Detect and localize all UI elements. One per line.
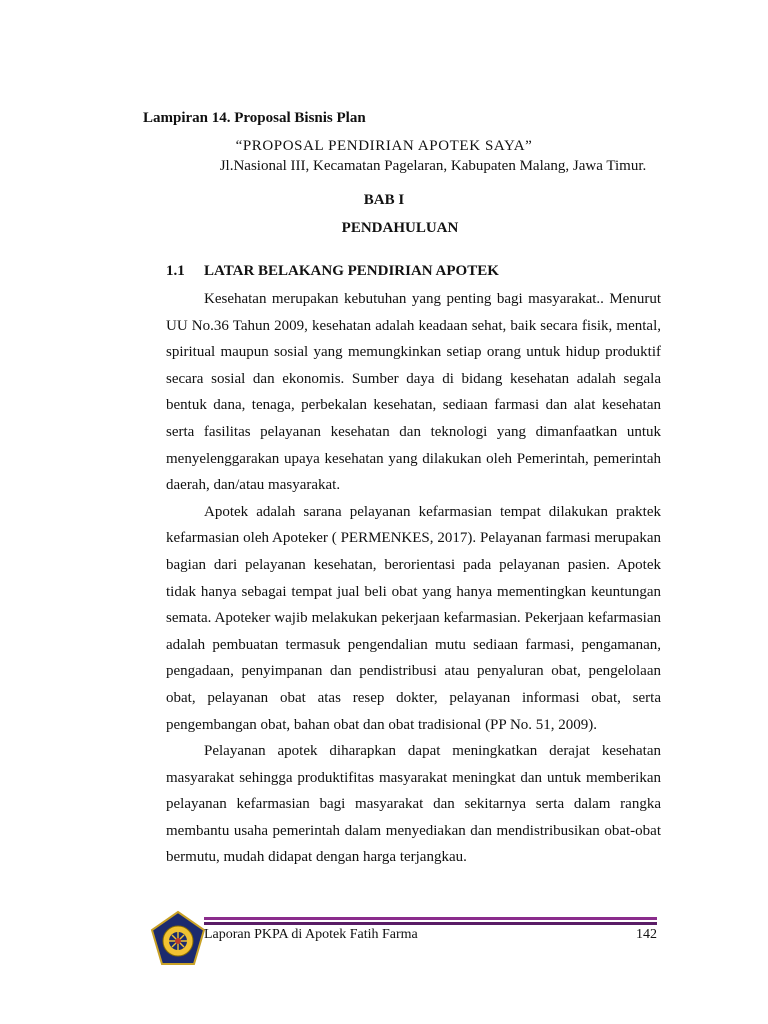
- paragraph: Pelayanan apotek diharapkan dapat meningkatkan derajat kesehatan masyarakat sehingga produktifitas masyarakat meningkat dan untuk memberikan pelayanan kefarmasian bagi masyarakat dan sekitarnya serta dalam rangka membantu usaha pemerintah dalam menyediakan dan mendistribusikan obat-obat bermutu, mudah didapat dengan harga terjangkau.: [166, 743, 661, 866]
- section-number: 1.1: [166, 263, 185, 279]
- paragraph: Apotek adalah sarana pelayanan kefarmasian tempat dilakukan praktek kefarmasian oleh Apoteker ( PERMENKES, 2017). Pelayanan farmasi merupakan bagian dari pelayanan kesehatan, berorientasi pada pelayanan pasien. Apotek tidak hanya sebagai tempat jual beli obat yang hanya mementingkan keuntungan semata. Apoteker wajib melakukan pekerjaan kefarmasian. Pekerjaan kefarmasian adalah pembuatan termasuk pengendalian mutu sediaan farmasi, pengamanan, pengadaan, penyimpanan dan pendistribusi atau penyaluran obat, pengelolaan obat, pelayanan obat atas resep dokter, pelayanan informasi obat, serta pengembangan obat, bahan obat dan obat tradisional (PP No. 51, 2009).: [166, 503, 661, 733]
- page-number: 142: [636, 927, 657, 942]
- footer-divider: [204, 917, 657, 925]
- proposal-title: “PROPOSAL PENDIRIAN APOTEK SAYA”: [235, 138, 533, 154]
- paragraph: Kesehatan merupakan kebutuhan yang penting bagi masyarakat.. Menurut UU No.36 Tahun 2009, kesehatan adalah keadaan sehat, baik secara fisik, mental, spiritual maupun sosial yang memungkinkan setiap orang untuk hidup produktif secara sosial dan ekonomis. Sumber daya di bidang kesehatan adalah segala bentuk dana, tenaga, perbekalan kesehatan, sediaan farmasi dan alat kesehatan serta fasilitas pelayanan kesehatan dan teknologi yang dimanfaatkan untuk menyelenggarakan upaya kesehatan yang dilakukan oleh Pemerintah, pemerintah daerah, dan/atau masyarakat.: [166, 291, 661, 494]
- body-text: [166, 286, 661, 871]
- section-heading: [166, 263, 499, 280]
- university-seal-icon: [148, 910, 208, 968]
- chapter-title: PENDAHULUAN: [341, 220, 459, 236]
- section-title: LATAR BELAKANG PENDIRIAN APOTEK: [204, 263, 499, 279]
- appendix-heading: Lampiran 14. Proposal Bisnis Plan: [143, 110, 366, 126]
- footer-title: Laporan PKPA di Apotek Fatih Farma: [204, 927, 418, 942]
- address-line: Jl.Nasional III, Kecamatan Pagelaran, Kabupaten Malang, Jawa Timur.: [219, 158, 647, 174]
- chapter-number: BAB I: [363, 192, 405, 208]
